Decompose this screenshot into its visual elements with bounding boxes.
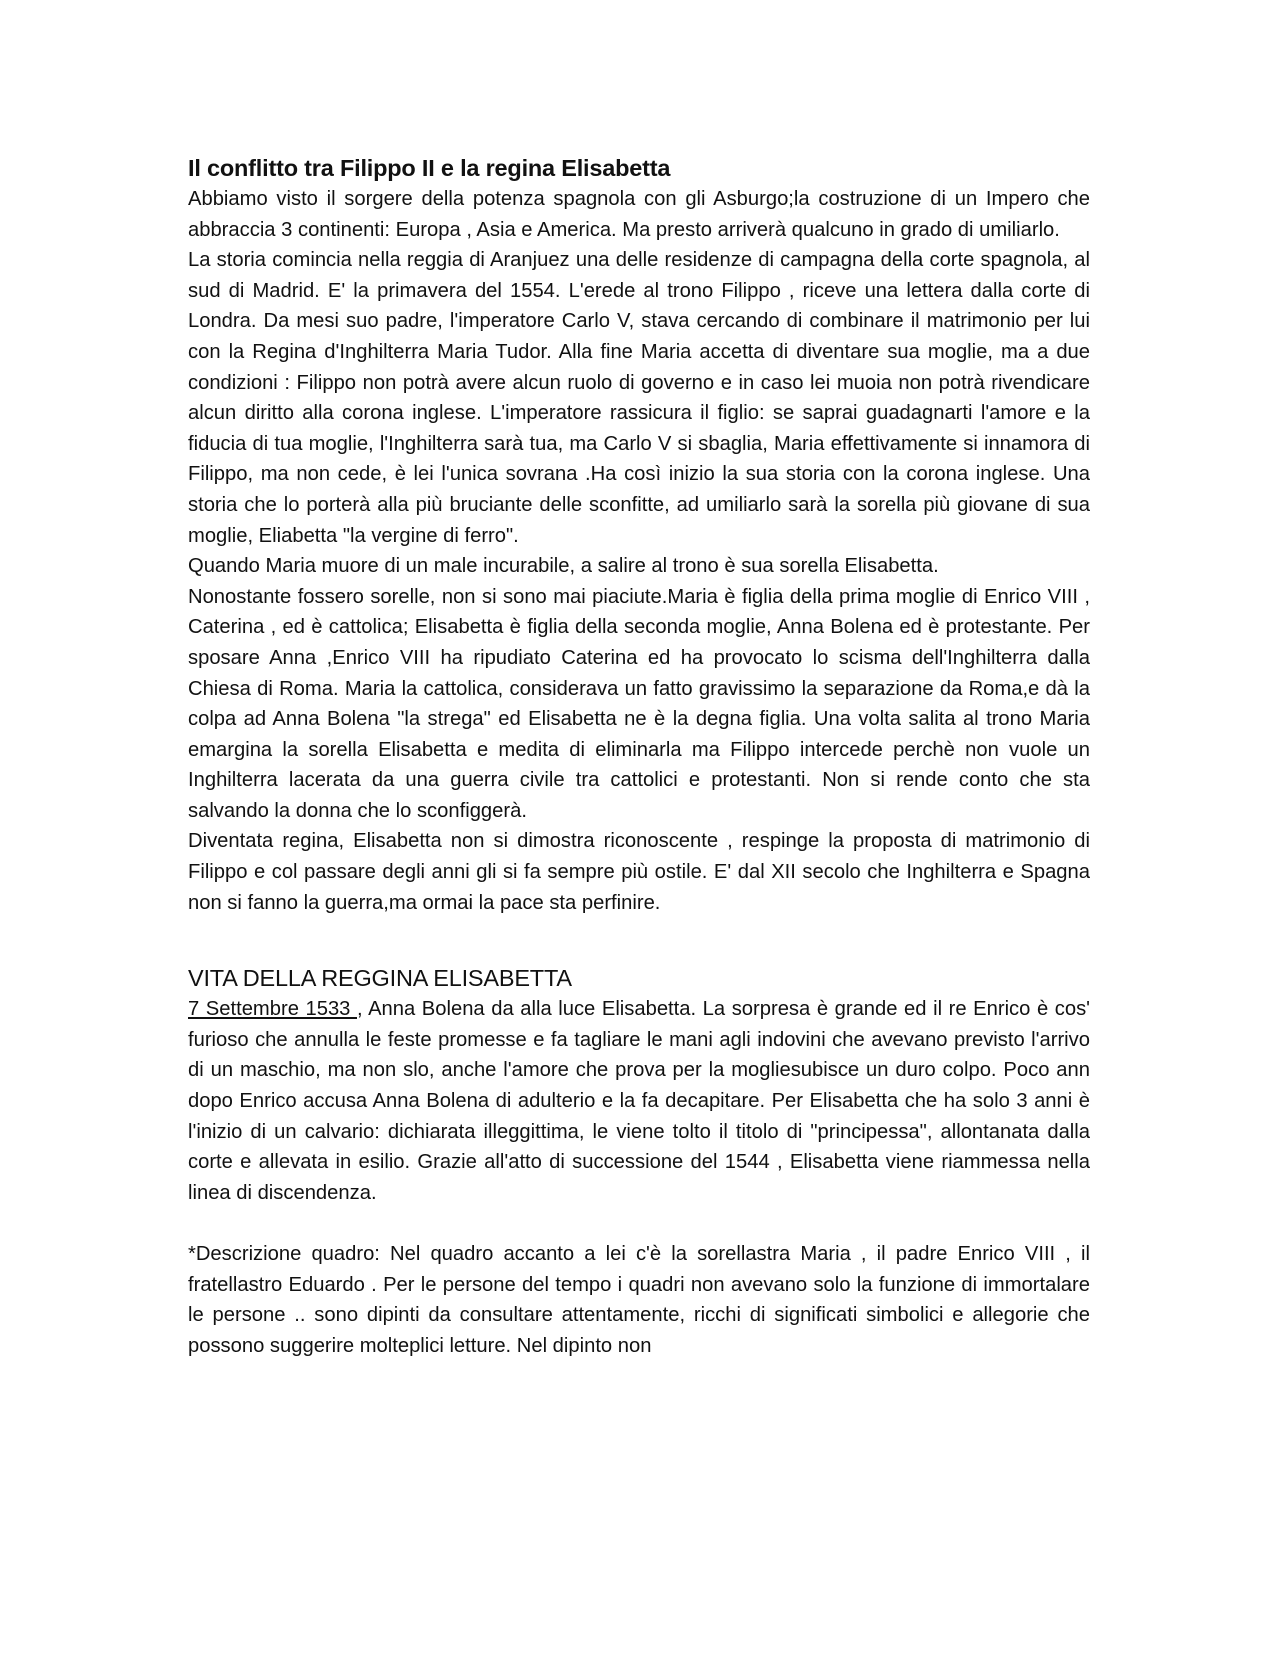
paragraph-queen: Diventata regina, Elisabetta non si dimostra riconoscente , respinge la proposta di matrimonio di Filippo e col passare degli anni gli si fa sempre più ostile. E' dal XII secolo che Inghilterra e Spagna non si fanno la guerra,ma ormai la pace sta perfinire. — [188, 830, 1090, 914]
document-page — [188, 152, 1090, 1361]
blank-line — [188, 1208, 1090, 1239]
paragraph-birth — [188, 994, 1090, 1208]
paragraph-painting-description: *Descrizione quadro: Nel quadro accanto a lei c'è la sorellastra Maria , il padre Enrico VIII , il fratellastro Eduardo . Per le persone del tempo i quadri non avevano solo la funzione di immortalare le persone .. sono dipinti da consultare attentamente, ricchi di significati simbolici e allegorie che possono suggerire molteplici letture. Nel dipinto non — [188, 1243, 1090, 1357]
paragraph-intro: Abbiamo visto il sorgere della potenza spagnola con gli Asburgo;la costruzione di un Impero che abbraccia 3 continenti: Europa , Asia e America. Ma presto arriverà qualcuno in grado di umiliarlo. — [188, 188, 1090, 241]
section-title-conflict: Il conflitto tra Filippo II e la regina Elisabetta — [188, 155, 671, 181]
paragraph-maria-death: Quando Maria muore di un male incurabile, a salire al trono è sua sorella Elisabetta. — [188, 555, 939, 578]
paragraph-sisters: Nonostante fossero sorelle, non si sono mai piaciute.Maria è figlia della prima moglie di Enrico VIII , Caterina , ed è cattolica; Elisabetta è figlia della seconda moglie, Anna Bolena ed è protestante. Per sposare Anna ,Enrico VIII ha ripudiato Caterina ed ha provocato lo scisma dell'Inghilterra dalla Chiesa di Roma. Maria la cattolica, considerava un fatto gravissimo la separazione da Roma,e dà la colpa ad Anna Bolena "la strega" ed Elisabetta ne è la degna figlia. Una volta salita al trono Maria emargina la sorella Elisabetta e medita di eliminarla ma Filippo intercede perchè non vuole un Inghilterra lacerata da una guerra civile tra cattolici e protestanti. Non si rende conto che sta salvando la donna che lo sconfiggerà. — [188, 585, 1090, 822]
paragraph-birth-text: , Anna Bolena da alla luce Elisabetta. La sorpresa è grande ed il re Enrico è cos' furioso che annulla le feste promesse e fa tagliare le mani agli indovini che avevano previsto l'arrivo di un maschio, ma non slo, anche l'amore che prova per la mogliesubisce un duro colpo. Poco ann dopo Enrico accusa Anna Bolena di adulterio e la fa decapitare. Per Elisabetta che ha solo 3 anni è l'inizio di un calvario: dichiarata illeggittima, le viene tolto il titolo di "principessa", allontanata dalla corte e allevata in esilio. Grazie all'atto di successione del 1544 , Elisabetta viene riammessa nella linea di discendenza. — [188, 998, 1091, 1204]
paragraph-aranjuez: La storia comincia nella reggia di Aranjuez una delle residenze di campagna della corte spagnola, al sud di Madrid. E' la primavera del 1554. L'erede al trono Filippo , riceve una lettera dalla corte di Londra. Da mesi suo padre, l'imperatore Carlo V, stava cercando di combinare il matrimonio per lui con la Regina d'Inghilterra Maria Tudor. Alla fine Maria accetta di diventare sua moglie, ma a due condizioni : Filippo non potrà avere alcun ruolo di governo e in caso lei muoia non potrà rivendicare alcun diritto alla corona inglese. L'imperatore rassicura il figlio: se saprai guadagnarti l'amore e la fiducia di tua moglie, l'Inghilterra sarà tua, ma Carlo V si sbaglia, Maria effettivamente si innamora di Filippo, ma non cede, è lei l'unica sovrana .Ha così inizio la sua storia con la corona inglese. Una storia che lo porterà alla più bruciante delle sconfitte, ad umiliarlo sarà la sorella più giovane di sua moglie, Eliabetta "la vergine di ferro". — [188, 249, 1090, 547]
section-title-life: VITA DELLA REGGINA ELISABETTA — [188, 965, 572, 992]
section-spacer — [188, 918, 1090, 962]
birth-date: 7 Settembre 1533 — [188, 998, 357, 1021]
